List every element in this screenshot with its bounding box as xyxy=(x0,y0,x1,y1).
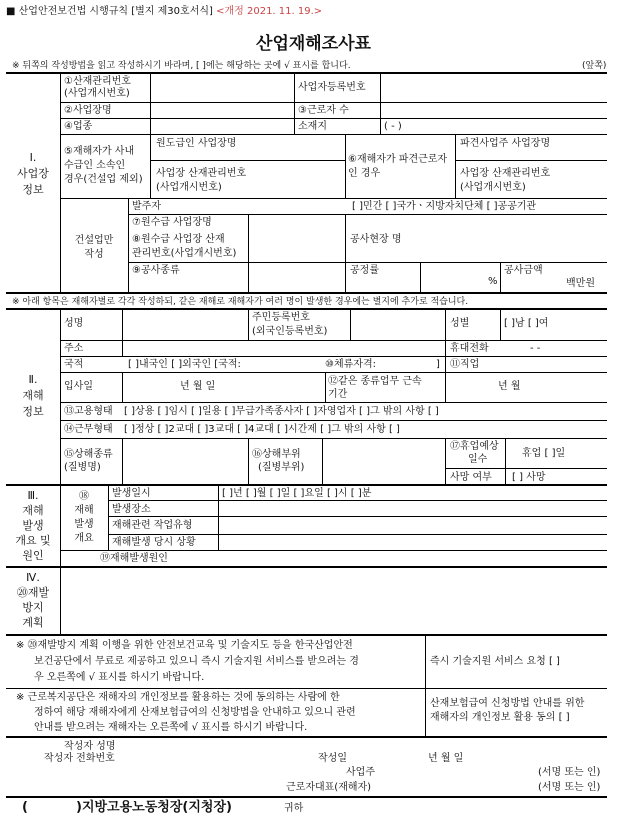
f5-label-b: 수급인 소속인 xyxy=(64,160,126,171)
amount-label: 공사금액 xyxy=(504,265,543,276)
f4-label: ④업종 xyxy=(64,121,93,132)
f10-label: ⑩체류자격: xyxy=(325,359,376,370)
situation-label: 재해발생 당시 상황 xyxy=(112,537,196,548)
nationality-options[interactable]: [ ]내국인 [ ]외국인 [국적: xyxy=(128,359,241,370)
employer-label: 사업주 xyxy=(346,767,375,778)
f11-label: ⑪직업 xyxy=(450,359,480,370)
instruction-note: ※ 뒤쪽의 작성방법을 읽고 작성하시기 바라며, [ ]에는 해당하는 곳에 √ 표시를 합니다. xyxy=(12,61,351,71)
date-label: 작성일 xyxy=(318,753,347,764)
orderer-label: 발주자 xyxy=(132,201,161,212)
consent1-line2: 보건공단에서 무료로 제공하고 있으니 즉시 기술지원 서비스를 받으려는 경 xyxy=(34,656,359,667)
page-title: 산업재해조사표 xyxy=(256,34,371,54)
mobile-label: 휴대전화 xyxy=(450,343,489,354)
f17-label: ⑰휴업예상 xyxy=(450,441,499,452)
footer-suffix: 귀하 xyxy=(284,803,304,814)
author-name-label: 작성자 성명 xyxy=(64,741,116,752)
f3-label: ③근로자 수 xyxy=(298,105,349,116)
amount-unit: 백만원 xyxy=(566,278,595,289)
f6-mgmt-label-sub: (사업개시번호) xyxy=(460,182,526,193)
f1-label-sub: (사업개시번호) xyxy=(64,88,130,99)
orderer-options[interactable]: [ ]민간 [ ]국가ㆍ지방자치단체 [ ]공공기관 xyxy=(352,201,537,212)
revision-date: <개정 2021. 11. 19.> xyxy=(216,6,323,17)
location-field[interactable]: ( - ) xyxy=(384,121,402,132)
datetime-field[interactable]: [ ]년 [ ]월 [ ]일 [ ]요일 [ ]시 [ ]분 xyxy=(222,488,372,499)
tech-support-request[interactable]: 즉시 기술지원 서비스 요청 [ ] xyxy=(430,656,560,667)
death-label: 사망 여부 xyxy=(450,472,492,483)
progress-label: 공정률 xyxy=(350,265,379,276)
mid-note: ※ 아래 항목은 재해자별로 각각 작성하되, 같은 재해로 재해자가 여러 명이 발생한 경우에는 별지에 추가로 적습니다. xyxy=(12,297,469,307)
footer-paren: ( xyxy=(22,800,28,815)
f12-label: ⑫같은 종류업무 근속 xyxy=(328,376,422,387)
f8-label: ⑧원수급 사업장 산재 xyxy=(132,234,225,245)
consent2-line2: 정하여 해당 재해자에게 산재보험급여의 신청방법을 안내하고 있으니 관련 xyxy=(34,707,356,718)
construction-only-label: 건설업만 작성 xyxy=(74,235,114,260)
work-type-label: 재해관련 작업유형 xyxy=(112,520,193,531)
consent2-line1: ※ 근로복지공단은 재해자의 개인정보를 활용하는 것에 동의하는 사람에 한 xyxy=(16,692,340,703)
employer-sign[interactable]: (서명 또는 인) xyxy=(538,767,601,778)
f13-options[interactable]: [ ]상용 [ ]임시 [ ]일용 [ ]무급가족종사자 [ ]자영업자 [ ]그 밖의 사항 [ ] xyxy=(124,406,439,417)
mobile-field[interactable]: - - xyxy=(530,343,541,354)
f5-label-c: 경우(건설업 제외) xyxy=(64,174,143,185)
footer-office[interactable]: )지방고용노동청장(지청장) xyxy=(76,800,232,815)
section-2-label: Ⅱ. 재해 정보 xyxy=(22,373,44,418)
f17-label-sub: 일수 xyxy=(468,454,488,465)
rrn-label-sub: (외국인등록번호) xyxy=(252,326,328,337)
f5-parent-label: 원도급인 사업장명 xyxy=(156,138,237,149)
author-phone-label: 작성자 전화번호 xyxy=(44,753,115,764)
f16-label: ⑯상해부위 xyxy=(252,449,301,460)
f7-label: ⑦원수급 사업장명 xyxy=(132,217,212,228)
site-name-label: 공사현장 명 xyxy=(350,234,402,245)
hire-date-label: 입사일 xyxy=(64,381,93,392)
percent-unit: % xyxy=(488,276,498,287)
front-side-label: (앞쪽) xyxy=(582,61,607,71)
form-law-reference: ■ 산업안전보건법 시행규칙 [별지 제30호서식] xyxy=(6,6,213,17)
consent2-line3: 안내를 받으려는 재해자는 오른쪽에 √ 표시를 하시기 바랍니다. xyxy=(34,722,308,733)
death-option[interactable]: [ ] 사망 xyxy=(512,472,546,483)
consent1-line3: 우 오른쪽에 √ 표시를 하시기 바랍니다. xyxy=(34,672,205,683)
date-field[interactable]: 년 월 일 xyxy=(428,753,464,764)
biz-reg-label: 사업자등록번호 xyxy=(298,82,366,93)
f8-label-sub: 관리번호(사업개시번호) xyxy=(132,248,237,259)
f17-field[interactable]: 휴업 [ ]일 xyxy=(522,448,566,459)
form-header xyxy=(6,6,322,18)
f2-label: ②사업장명 xyxy=(64,105,112,116)
hire-date-field[interactable]: 년 월 일 xyxy=(180,381,216,392)
f16-label-sub: (질병부위) xyxy=(258,462,305,473)
f13-label: ⑬고용형태 xyxy=(64,406,113,417)
f19-label: ⑲재해발생원인 xyxy=(100,553,168,564)
f5-mgmt-label: 사업장 산재관리번호 xyxy=(156,168,247,179)
rep-sign[interactable]: (서명 또는 인) xyxy=(538,782,601,793)
gender-label: 성별 xyxy=(450,318,470,329)
f9-label: ⑨공사종류 xyxy=(132,265,180,276)
gender-options[interactable]: [ ]남 [ ]여 xyxy=(504,318,549,329)
f14-label: ⑭근무형태 xyxy=(64,424,113,435)
rrn-label: 주민등록번호 xyxy=(252,312,310,323)
place-label: 발생장소 xyxy=(112,504,151,515)
f5-mgmt-label-sub: (사업개시번호) xyxy=(156,182,222,193)
f18-label: ⑱ 재해 발생 개요 xyxy=(74,491,94,544)
consent1-line1: ※ ⑳재발방지 계획 이행을 위한 안전보건교육 및 기술지도 등을 한국산업안전 xyxy=(16,640,353,651)
name-label: 성명 xyxy=(64,318,84,329)
nationality-label: 국적 xyxy=(64,359,84,370)
section-4-label: Ⅳ. ⑳재발 방지 계획 xyxy=(16,571,50,629)
section-1-label: Ⅰ. 사업장 정보 xyxy=(17,151,49,196)
f14-options[interactable]: [ ]정상 [ ]2교대 [ ]3교대 [ ]4교대 [ ]시간제 [ ]그 밖의 사항 [ ] xyxy=(124,424,400,435)
f5-label-a: ⑤재해자가 사내 xyxy=(64,146,135,157)
f15-label: ⑮상해종류 xyxy=(64,449,113,460)
rep-label: 근로자대표(재해자) xyxy=(286,782,372,793)
f12-field[interactable]: 년 월 xyxy=(498,381,521,392)
f15-label-sub: (질병명) xyxy=(64,462,101,473)
consent2-right1: 산재보험급여 신청방법 안내를 위한 xyxy=(430,698,585,709)
f6-mgmt-label: 사업장 산재관리번호 xyxy=(460,168,551,179)
f12-label-sub: 기간 xyxy=(328,389,348,400)
f10-close: ] xyxy=(436,359,440,370)
f1-label: ①산재관리번호 xyxy=(64,76,131,87)
address-label: 주소 xyxy=(64,343,84,354)
f6-dispatch-label: 파견사업주 사업장명 xyxy=(460,138,551,149)
privacy-consent[interactable]: 재해자의 개인정보 활용 동의 [ ] xyxy=(430,712,570,723)
f6-label-b: 인 경우 xyxy=(348,168,381,179)
datetime-label: 발생일시 xyxy=(112,488,151,499)
f6-label-a: ⑥재해자가 파견근로자 xyxy=(348,154,448,165)
section-3-label: Ⅲ. 재해 발생 개요 및 원인 xyxy=(15,489,51,562)
location-label: 소재지 xyxy=(298,121,327,132)
